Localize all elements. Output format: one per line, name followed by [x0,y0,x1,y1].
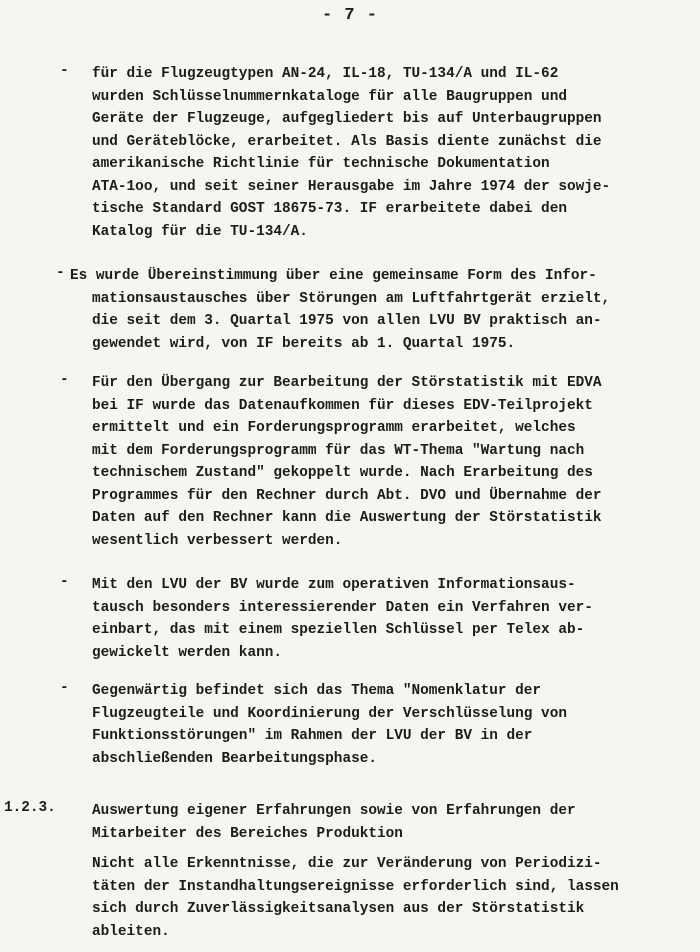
text-line: technischem Zustand" gekoppelt wurde. Nach Erarbeitung des [92,465,593,481]
list-dash: - [60,63,69,79]
heading-line: Mitarbeiter des Bereiches Produktion [92,825,403,842]
text-line: ermittelt und ein Forderungsprogramm erarbeitet, welches [92,420,576,436]
text-line: amerikanische Richtlinie für technische Dokumentation [92,156,550,172]
text-line: gewendet wird, von IF bereits ab 1. Quartal 1975. [92,335,516,352]
list-item [56,265,688,355]
text-line: Funktionsstörungen" im Rahmen der LVU der BV in der [92,728,533,744]
text-line: Es wurde Übereinstimmung über eine gemeinsame Form des Infor- [70,268,597,284]
list-dash: - [60,574,69,590]
list-item-text [92,680,692,770]
text-line: wesentlich verbessert werden. [92,532,343,549]
text-line: Gegenwärtig befindet sich das Thema "Nomenklatur der [92,683,542,699]
list-item-text [92,574,692,664]
text-line: ATA-1oo, und seit seiner Herausgabe im Jahre 1974 der sowje- [92,178,611,195]
text-line: tausch besonders interessierender Daten ein Verfahren ver- [92,599,593,616]
text-line: Programmes für den Rechner durch Abt. DVO und Übernahme der [92,487,602,504]
text-line: einbart, das mit einem speziellen Schlüssel per Telex ab- [92,622,585,638]
list-item [60,372,692,552]
text-line: mationsaustausches über Störungen am Luftfahrtgerät erzielt, [92,290,611,307]
section-heading [92,800,694,845]
page-number: - 7 - [321,6,378,25]
section-1-2-3 [4,800,694,943]
list-item [60,574,692,664]
text-line: ableiten. [92,923,170,940]
section-number: 1.2.3. [4,800,56,816]
section-paragraph [92,853,694,943]
text-line: Katalog für die TU-134/A. [92,223,308,240]
text-line: die seit dem 3. Quartal 1975 von allen LVU BV praktisch an- [92,313,602,329]
text-line: bei IF wurde das Datenaufkommen für dieses EDV-Teilprojekt [92,397,593,414]
heading-line: Auswertung eigener Erfahrungen sowie von Erfahrungen der [92,803,576,819]
text-line: Flugzeugteile und Koordinierung der Verschlüsselung von [92,705,567,722]
text-line: abschließenden Bearbeitungsphase. [92,750,377,767]
text-line: für die Flugzeugtypen AN-24, IL-18, TU-134/A und IL-62 [92,66,559,82]
list-item [60,680,692,770]
text-line: Geräte der Flugzeuge, aufgegliedert bis auf Unterbaugruppen [92,111,602,127]
text-line: Für den Übergang zur Bearbeitung der Störstatistik mit EDVA [92,375,602,391]
text-line: sich durch Zuverlässigkeitsanalysen aus der Störstatistik [92,901,585,917]
list-item [60,63,692,243]
list-item-text [92,372,692,552]
text-line: Mit den LVU der BV wurde zum operativen Informationsaus- [92,577,576,593]
text-line: Daten auf den Rechner kann die Auswertung der Störstatistik [92,510,602,526]
text-line: tische Standard GOST 18675-73. IF erarbeitete dabei den [92,201,567,217]
list-dash: - [60,372,69,388]
text-line: wurden Schlüsselnummernkataloge für alle Baugruppen und [92,88,567,105]
text-line: mit dem Forderungsprogramm für das WT-Thema "Wartung nach [92,442,585,459]
list-dash: - [56,265,65,281]
text-line: täten der Instandhaltungsereignisse erforderlich sind, lassen [92,878,619,895]
list-dash: - [60,680,69,696]
text-line: und Geräteblöcke, erarbeitet. Als Basis diente zunächst die [92,133,602,150]
text-line: Nicht alle Erkenntnisse, die zur Veränderung von Periodizi- [92,856,602,872]
text-line: gewickelt werden kann. [92,644,282,661]
list-item-text [92,63,692,243]
list-item-text [70,265,688,355]
